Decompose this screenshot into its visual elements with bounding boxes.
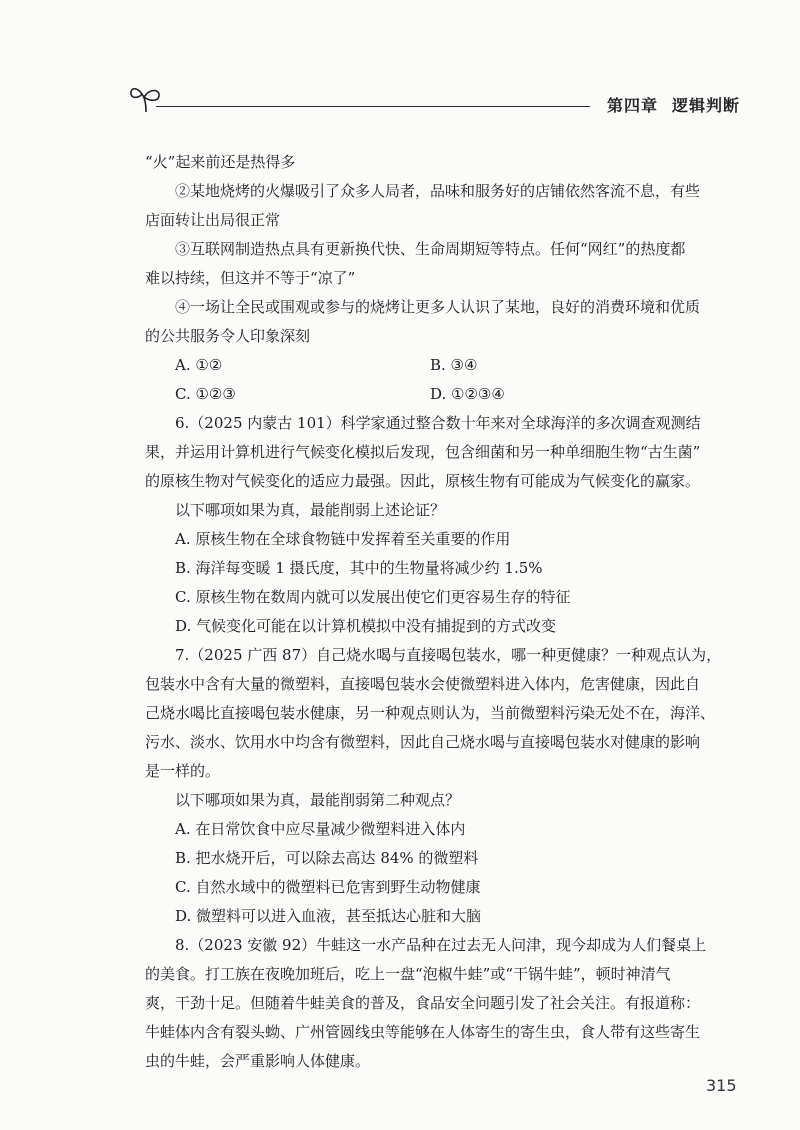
q7-option-c: C. 自然水域中的微塑料已危害到野生动物健康 [175, 878, 481, 896]
q8-stem: 虫的牛蛙，会严重影响人体健康。 [145, 1052, 371, 1070]
option-3-line: ③互联网制造热点具有更新换代快、生命周期短等特点。任何“网红”的热度都 [175, 240, 686, 258]
q8-stem: 牛蛙体内含有裂头蚴、广州管圆线虫等能够在人体寄生的寄生虫，食人带有这些寄生 [145, 1023, 701, 1041]
answer-b: B. ③④ [430, 356, 478, 374]
q8-stem: 的美食。打工族在夜晚加班后，吃上一盘“泡椒牛蛙”或“干锅牛蛙”，顿时神清气 [145, 965, 671, 983]
option-2-line: ②某地烧烤的火爆吸引了众多人局者，品味和服务好的店铺依然客流不息，有些 [175, 182, 701, 200]
q7-stem: 污水、淡水、饮用水中均含有微塑料，因此自己烧水喝与直接喝包装水对健康的影响 [145, 733, 701, 751]
q7-question: 以下哪项如果为真，最能削弱第二种观点？ [175, 791, 461, 809]
q6-option-d: D. 气候变化可能在以计算机模拟中没有捕捉到的方式改变 [175, 617, 557, 635]
q6-stem: 6.（2025 内蒙古 101）科学家通过整合数十年来对全球海洋的多次调查观测结 [175, 414, 701, 432]
answer-row [145, 351, 745, 380]
q7-option-a: A. 在日常饮食中应尽量减少微塑料进入体内 [175, 820, 466, 838]
q7-option-d: D. 微塑料可以进入血液，甚至抵达心脏和大脑 [175, 907, 482, 925]
text-line: 店面转让出局很正常 [145, 211, 281, 229]
answer-a: A. ①② [175, 356, 223, 374]
header-rule [156, 106, 590, 107]
chapter-label: 第四章 [606, 96, 658, 115]
text-line: 的公共服务令人印象深刻 [145, 327, 311, 345]
section-label: 逻辑判断 [671, 96, 740, 115]
q7-stem: 是一样的。 [145, 762, 221, 780]
q7-stem: 包装水中含有大量的微塑料，直接喝包装水会使微塑料进入体内，危害健康，因此自 [145, 675, 701, 693]
text-line: 难以持续，但这并不等于“凉了” [145, 269, 356, 287]
answer-d: D. ①②③④ [430, 385, 505, 403]
q6-stem: 的原核生物对气候变化的适应力最强。因此，原核生物有可能成为气候变化的赢家。 [145, 472, 701, 490]
page-number: 315 [706, 1076, 737, 1095]
chapter-title [607, 93, 740, 116]
page-body [145, 148, 745, 1076]
q7-stem: 己烧水喝比直接喝包装水健康，另一种观点则认为，当前微塑料污染无处不在，海洋、 [145, 704, 716, 722]
q6-option-a: A. 原核生物在全球食物链中发挥着至关重要的作用 [175, 530, 511, 548]
sprout-icon [128, 80, 164, 114]
q6-question: 以下哪项如果为真，最能削弱上述论证？ [175, 501, 446, 519]
q6-option-c: C. 原核生物在数周内就可以发展出使它们更容易生存的特征 [175, 588, 571, 606]
q6-stem: 果，并运用计算机进行气候变化模拟后发现，包含细菌和另一种单细胞生物“古生菌” [145, 443, 701, 461]
q7-option-b: B. 把水烧开后，可以除去高达 84% 的微塑料 [175, 849, 479, 867]
q8-stem: 爽，干劲十足。但随着牛蛙美食的普及，食品安全问题引发了社会关注。有报道称： [145, 994, 701, 1012]
answer-c: C. ①②③ [175, 385, 236, 403]
option-4-line: ④一场让全民或围观或参与的烧烤让更多人认识了某地，良好的消费环境和优质 [175, 298, 701, 316]
page-header [128, 80, 740, 120]
text-line: “火”起来前还是热得多 [145, 153, 296, 171]
answer-row [145, 380, 745, 409]
q6-option-b: B. 海洋每变暖 1 摄氏度，其中的生物量将减少约 1.5% [175, 559, 543, 577]
q7-stem: 7.（2025 广西 87）自己烧水喝与直接喝包装水，哪一种更健康？一种观点认为， [175, 646, 722, 664]
q8-stem: 8.（2023 安徽 92）牛蛙这一水产品种在过去无人问津，现今却成为人们餐桌上 [175, 936, 707, 954]
